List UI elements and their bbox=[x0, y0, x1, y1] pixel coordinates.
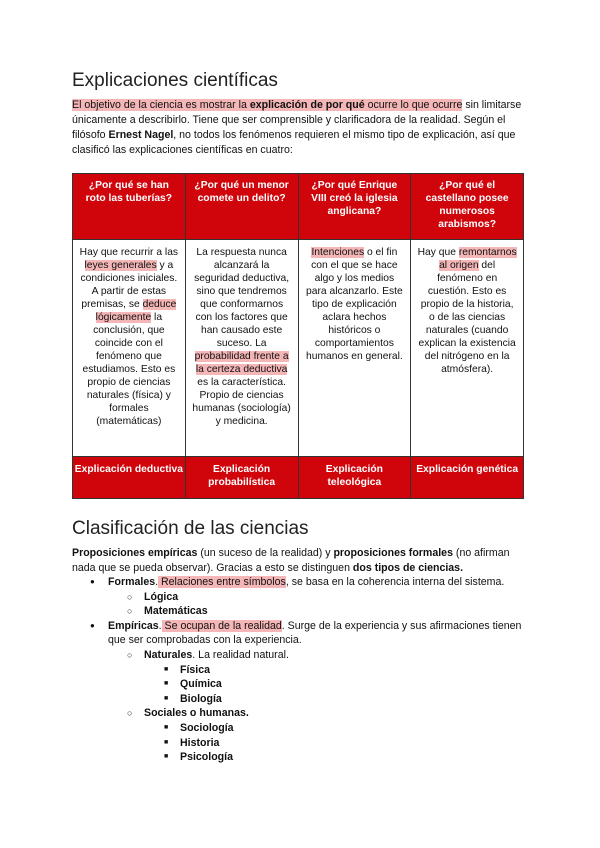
section-title-clasificacion: Clasificación de las ciencias bbox=[72, 518, 309, 539]
body-cell-genetica: Hay que remontarnos al origen del fenómeno en cuestión. Esto es propio de la historia, o de las ciencias naturales (cuando explican la existencia del nitrógeno en la atmósfera). bbox=[411, 240, 524, 457]
explanations-table bbox=[72, 173, 524, 499]
header-cell: ¿Por qué el castellano posee numerosos arabismos? bbox=[411, 174, 524, 240]
empiricas-sublist bbox=[108, 648, 542, 765]
highlight-deduce: deduce lógicamente bbox=[95, 299, 177, 323]
list-item-empiricas: ● Empíricas. Se ocupan de la realidad. Surge de la experiencia y sus afirmaciones tienen que ser comprobadas con la experiencia. ○ Naturales. La realidad natural. ■ Física ■ Química ■ Biología ○ Sociales o humanas. ■ Sociología ■ Historia ■ Psicología bbox=[72, 619, 542, 765]
naturales-sublist bbox=[144, 663, 542, 707]
highlight-probabilidad: probabilidad frente a la certeza deductiva bbox=[194, 351, 289, 375]
highlight-simbolos: Relaciones entre símbolos bbox=[158, 576, 286, 588]
list-item: ■ Biología bbox=[144, 692, 542, 707]
body-cell-probabilistica: La respuesta nunca alcanzará la seguridad deductiva, sino que tendremos que conformarnos con los factores que han causado este suceso. La probabilidad frente a la certeza deductiva es la característica. Propio de ciencias humanas (sociología) y medicina. bbox=[185, 240, 298, 457]
header-cell: ¿Por qué un menor comete un delito? bbox=[185, 174, 298, 240]
list-item-formales: ● Formales. Relaciones entre símbolos, se basa en la coherencia interna del sistema. ○ Lógica ○ Matemáticas bbox=[72, 575, 542, 619]
philosopher-name: Ernest Nagel bbox=[108, 129, 174, 141]
list-item: ○ Lógica bbox=[108, 590, 542, 605]
footer-cell: Explicación probabilística bbox=[185, 457, 298, 499]
formales-sublist bbox=[108, 590, 542, 619]
footer-cell: Explicación teleológica bbox=[298, 457, 411, 499]
highlight-origen: remontarnos al origen bbox=[439, 247, 517, 271]
table-body-row bbox=[73, 240, 524, 457]
intro-paragraph: El objetivo de la ciencia es mostrar la explicación de por qué ocurre lo que ocurre sin limitarse únicamente a describirlo. Tiene que ser comprensible y clarificadora de la realidad. Según el filósofo Ernest Nagel, no todos los fenómenos requieren el mismo tipo de explicación, así que clasificó las explicaciones científicas en cuatro: bbox=[72, 99, 522, 156]
highlight-leyes: leyes generales bbox=[84, 260, 157, 271]
body-cell-teleologica: Intenciones o el fin con el que se hace algo y los medios para alcanzarlo. Este tipo de explicación aclara hechos históricos o comportamientos humanos en general. bbox=[298, 240, 411, 457]
list-item: ■ Sociología bbox=[144, 721, 542, 736]
bold-explicacion: explicación de por qué bbox=[249, 99, 365, 111]
list-item-sociales: ○ Sociales o humanas. ■ Sociología ■ Historia ■ Psicología bbox=[108, 706, 542, 764]
highlight-objetivo: El objetivo de la ciencia es mostrar la explicación de por qué ocurre lo que ocurre bbox=[72, 99, 463, 111]
highlight-realidad: Se ocupan de la realidad bbox=[161, 619, 282, 632]
ciencias-list bbox=[72, 575, 542, 765]
table-header-row bbox=[73, 174, 524, 240]
list-item: ■ Historia bbox=[144, 736, 542, 751]
section-title-explicaciones: Explicaciones científicas bbox=[72, 70, 278, 91]
clasificacion-intro: Proposiciones empíricas (un suceso de la realidad) y proposiciones formales (no afirman nada que se pueda observar). Gracias a esto se distinguen dos tipos de ciencias. bbox=[72, 547, 510, 574]
footer-cell: Explicación genética bbox=[411, 457, 524, 499]
body-cell-deductiva: Hay que recurrir a las leyes generales y a condiciones iniciales. A partir de estas premisas, se deduce lógicamente la conclusión, que coincide con el fenómeno que estudiamos. Esto es propio de ciencias naturales (física) y formales (matemáticas) bbox=[73, 240, 186, 457]
table-footer-row bbox=[73, 457, 524, 499]
highlight-intenciones: Intenciones bbox=[311, 247, 365, 258]
header-cell: ¿Por qué se han roto las tuberías? bbox=[73, 174, 186, 240]
footer-cell: Explicación deductiva bbox=[73, 457, 186, 499]
list-item-naturales: ○ Naturales. La realidad natural. ■ Física ■ Química ■ Biología bbox=[108, 648, 542, 706]
header-cell: ¿Por qué Enrique VIII creó la iglesia anglicana? bbox=[298, 174, 411, 240]
list-item: ■ Química bbox=[144, 677, 542, 692]
sociales-sublist bbox=[144, 721, 542, 765]
list-item: ■ Psicología bbox=[144, 750, 542, 765]
list-item: ○ Matemáticas bbox=[108, 604, 542, 619]
list-item: ■ Física bbox=[144, 663, 542, 678]
